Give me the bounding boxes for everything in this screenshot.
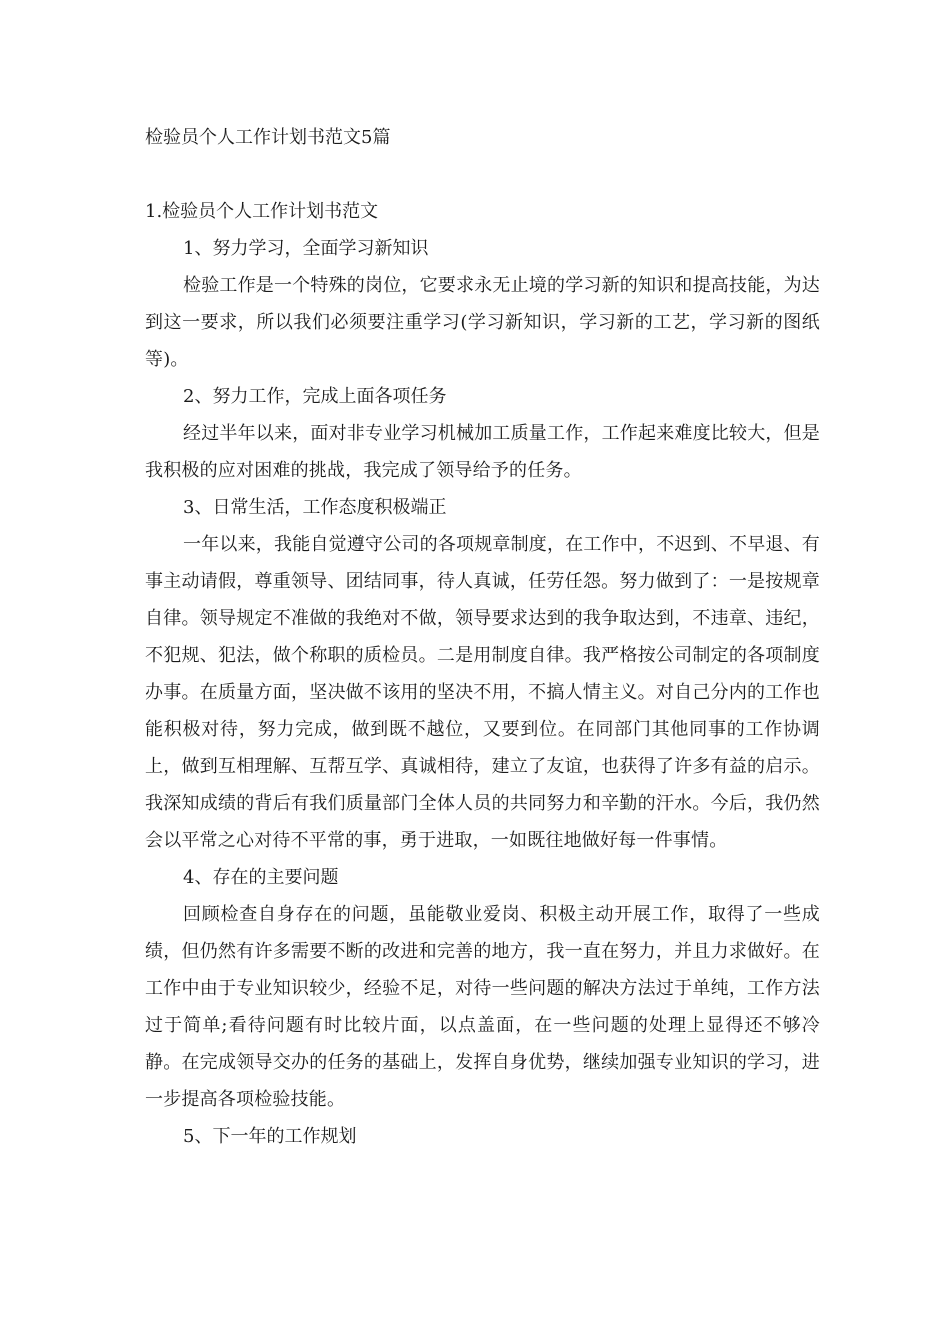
item-heading-1: 1、努力学习，全面学习新知识	[183, 238, 429, 259]
item-heading-3: 3、日常生活，工作态度积极端正	[183, 497, 447, 518]
item-paragraph-2: 经过半年以来，面对非专业学习机械加工质量工作，工作起来难度比较大，但是我积极的应对困难的挑战，我完成了领导给予的任务。	[145, 423, 820, 481]
document-body	[145, 230, 820, 1155]
item-paragraph-3: 一年以来，我能自觉遵守公司的各项规章制度，在工作中，不迟到、不早退、有事主动请假，尊重领导、团结同事，待人真诚，任劳任怨。努力做到了：一是按规章自律。领导规定不准做的我绝对不做，领导要求达到的我争取达到，不违章、违纪，不犯规、犯法，做个称职的质检员。二是用制度自律。我严格按公司制定的各项制度办事。在质量方面，坚决做不该用的坚决不用，不搞人情主义。对自己分内的工作也能积极对待，努力完成，做到既不越位，又要到位。在同部门其他同事的工作协调上，做到互相理解、互帮互学、真诚相待，建立了友谊，也获得了许多有益的启示。我深知成绩的背后有我们质量部门全体人员的共同努力和辛勤的汗水。今后，我仍然会以平常之心对待不平常的事，勇于进取，一如既往地做好每一件事情。	[145, 534, 820, 851]
item-heading-4: 4、存在的主要问题	[183, 867, 339, 888]
item-paragraph-1: 检验工作是一个特殊的岗位，它要求永无止境的学习新的知识和提高技能，为达到这一要求，所以我们必须要注重学习(学习新知识，学习新的工艺，学习新的图纸等)。	[145, 275, 820, 370]
item-heading-2: 2、努力工作，完成上面各项任务	[183, 386, 447, 407]
item-paragraph-4: 回顾检查自身存在的问题，虽能敬业爱岗、积极主动开展工作，取得了一些成绩，但仍然有许多需要不断的改进和完善的地方，我一直在努力，并且力求做好。在工作中由于专业知识较少，经验不足，对待一些问题的解决方法过于单纯，工作方法过于简单;看待问题有时比较片面，以点盖面，在一些问题的处理上显得还不够冷静。在完成领导交办的任务的基础上，发挥自身优势，继续加强专业知识的学习，进一步提高各项检验技能。	[145, 904, 820, 1110]
document-title: 检验员个人工作计划书范文5篇	[145, 127, 391, 148]
item-heading-5: 5、下一年的工作规划	[183, 1126, 357, 1147]
section-title: 1.检验员个人工作计划书范文	[145, 201, 379, 222]
